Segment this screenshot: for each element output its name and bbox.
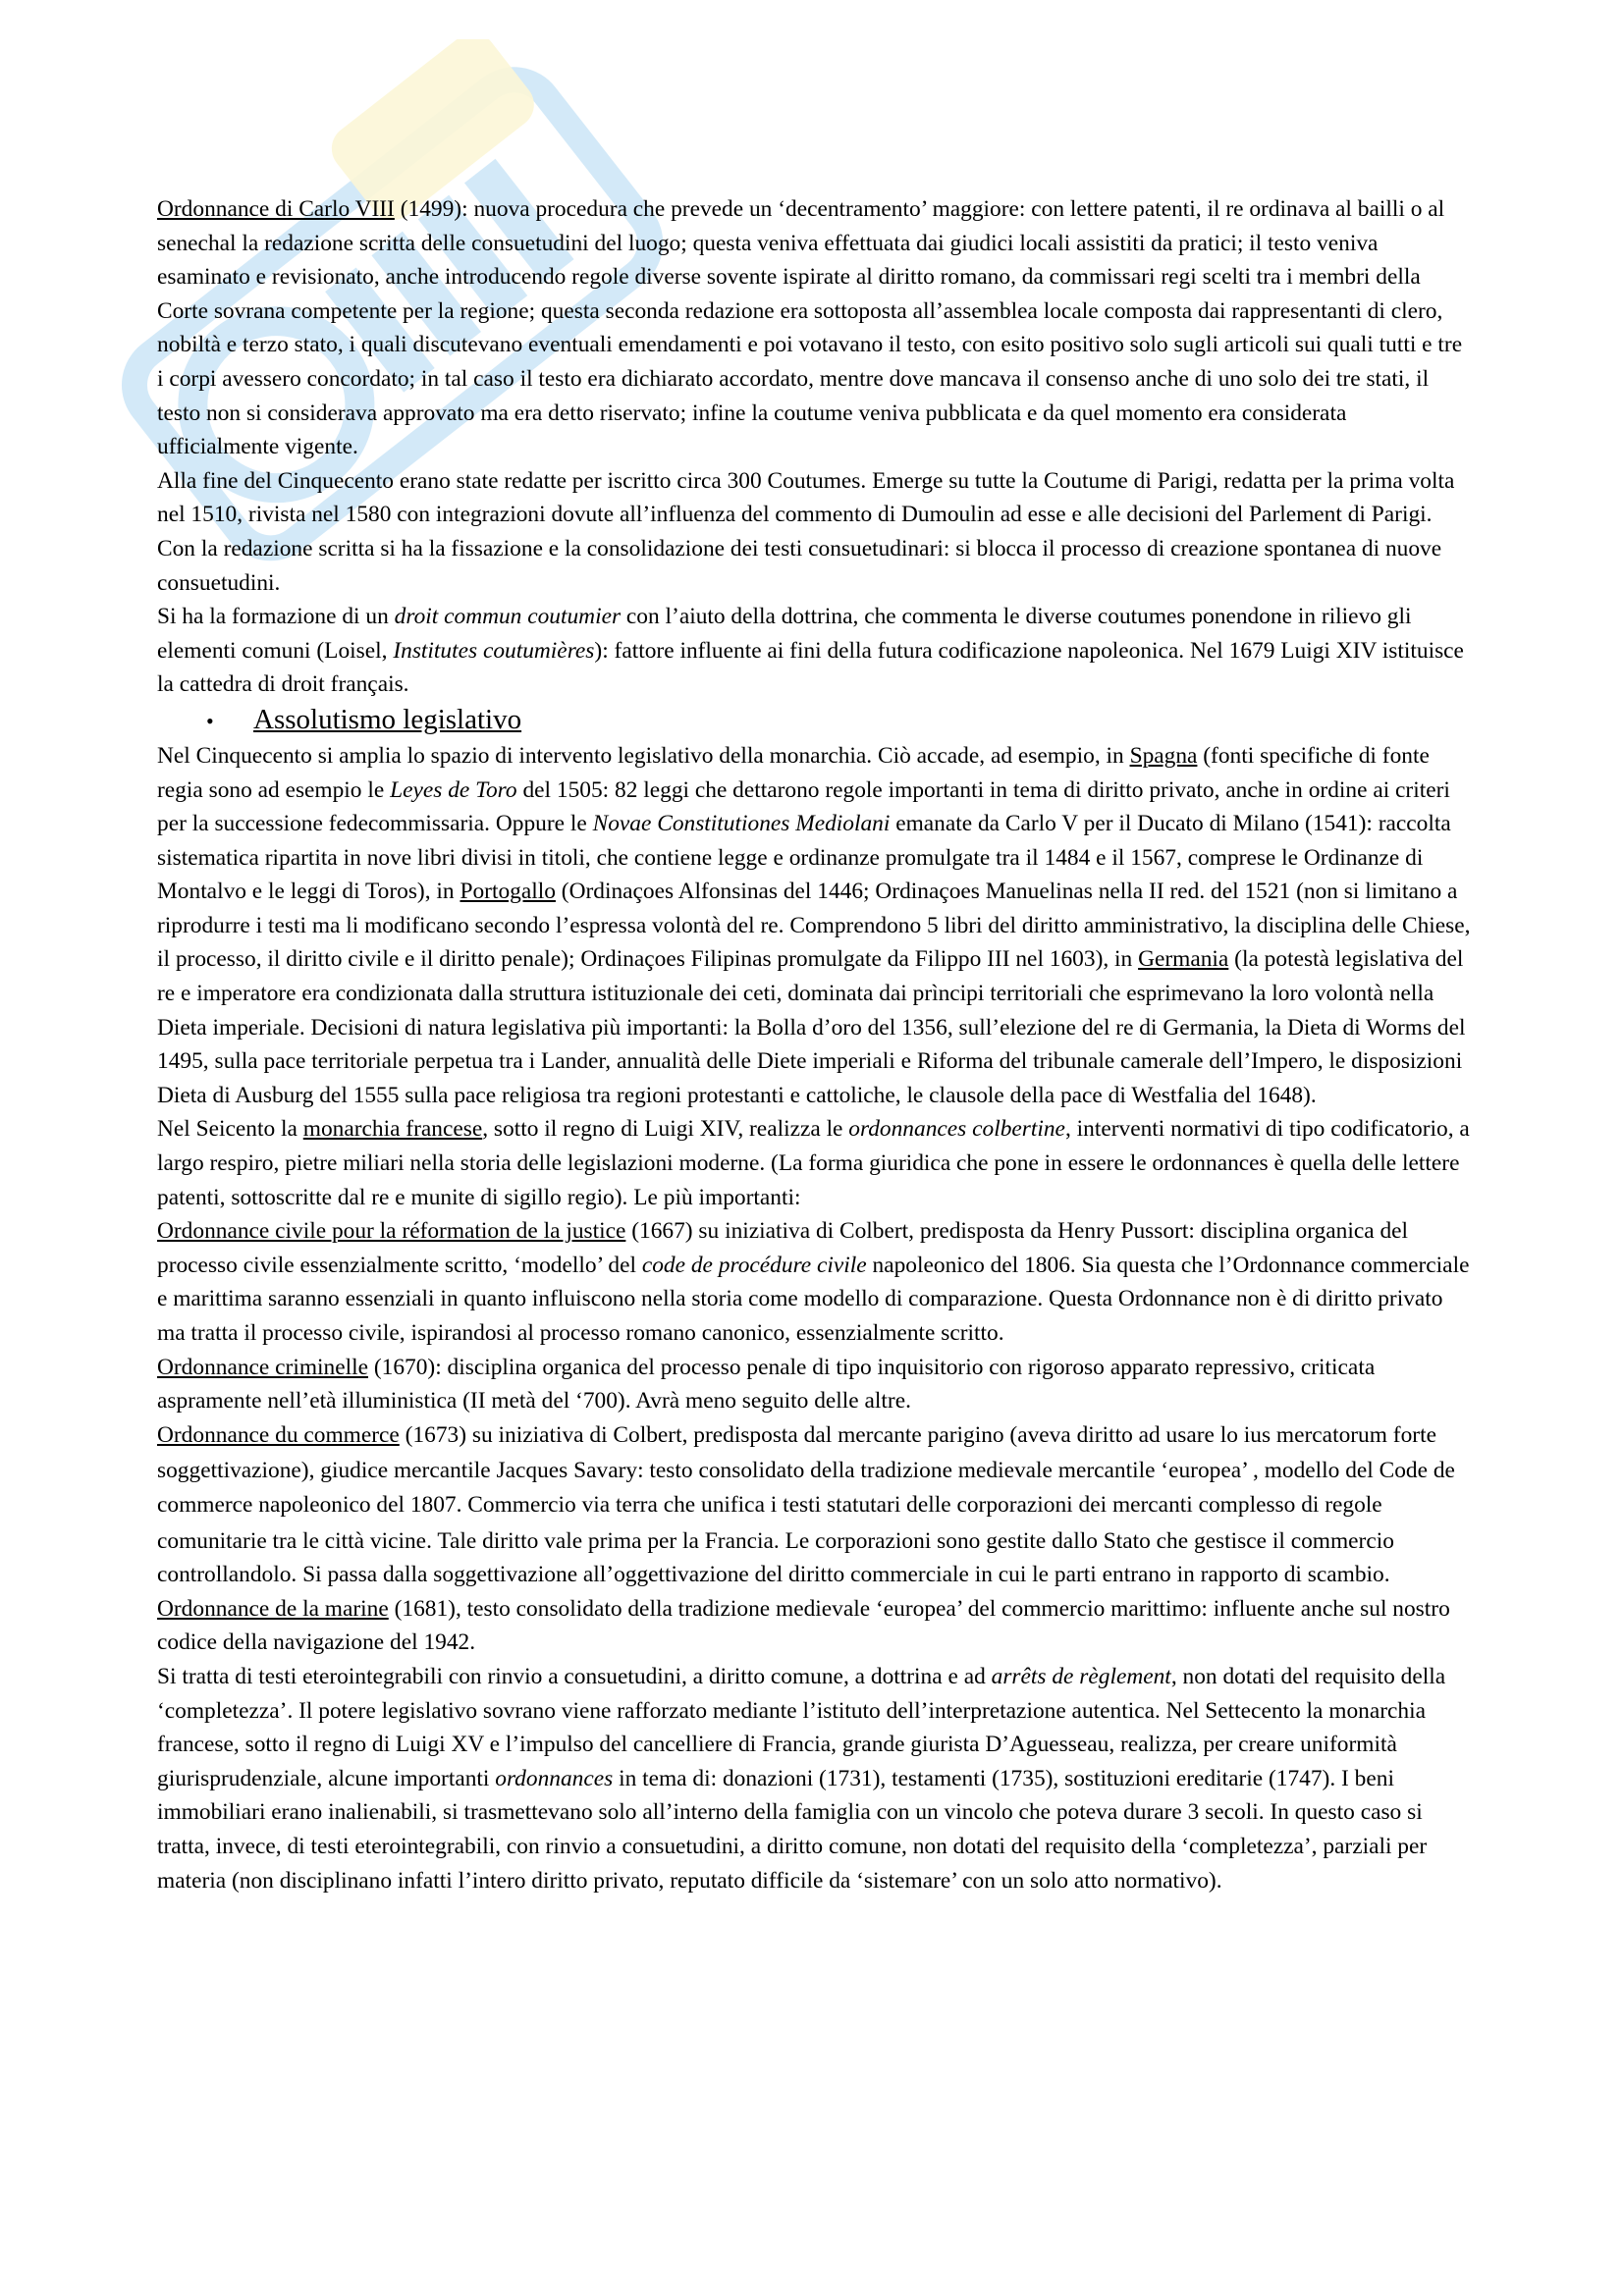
italic-term: code de procédure civile: [641, 1252, 867, 1278]
link-ordonnance-commerce[interactable]: Ordonnance du commerce: [157, 1421, 400, 1448]
link-monarchia-francese[interactable]: monarchia francese: [302, 1116, 483, 1143]
text-run: in tema di: donazioni (1731), testamenti (1735), sostituzioni ereditarie (1747). I beni immobiliari erano inalienabili, si trasmettevano solo all’interno della famiglia con un vincolo che poteva durare 3 secoli. In questo caso si tratta, invece, di testi eterointegrabili, con rinvio a consuetudini, a diritto comune, non dotati del requisito della ‘completezza’, parziali per materia (non disciplinano infatti l’intero diritto privato, reputato difficile da ‘sistemare’ con un solo atto normativo).: [157, 1765, 1428, 1894]
paragraph-carlo-viii: [157, 192, 1473, 464]
link-ordonnance-marine[interactable]: Ordonnance de la marine: [157, 1595, 389, 1622]
link-spagna[interactable]: Spagna: [1129, 742, 1198, 769]
document-page: [157, 192, 1473, 1897]
link-ordonnance-carlo-viii[interactable]: Ordonnance di Carlo VIII: [157, 196, 395, 222]
heading-assolutismo-legislativo: Assolutismo legislativo: [253, 703, 522, 735]
text-run: Si tratta di testi eterointegrabili con rinvio a consuetudini, a diritto comune, a dottrina e ad: [157, 1663, 992, 1689]
paragraph-coutumes: [157, 464, 1473, 600]
text-run: con l’aiuto della dottrina, che commenta le diverse coutumes ponendone in rilievo gli elementi comuni (Loisel,: [157, 604, 1412, 664]
paragraph-eterointegrabili: [157, 1660, 1473, 1897]
link-ordonnance-civile[interactable]: Ordonnance civile pour la réformation de la justice: [157, 1218, 626, 1245]
text-run: Si ha la formazione di un: [157, 604, 395, 630]
text-run: Nel Seicento la: [157, 1116, 303, 1143]
paragraph-ordonnance-marine: [157, 1592, 1473, 1660]
text-run: , non dotati del requisito della ‘completezza’. Il potere legislativo sovrano viene rafforzato mediante l’istituto dell’interpretazione autentica. Nel Settecento la monarchia francese, sotto il regno di Luigi XV e l’impulso del cancelliere di Francia, grande giurista D’Aguesseau, realizza, per creare uniformità giurisprudenziale, alcune importanti: [157, 1663, 1446, 1791]
text-run: complesso di regole comunitarie tra le città vicine. Tale diritto vale prima per la Francia. Le corporazioni sono gestite dallo Stato che gestisce il commercio controllandolo. Si passa dalla soggettivazione all’oggettivazione del diritto commerciale in cui le parti entrano in rapporto di scambio.: [157, 1491, 1394, 1588]
italic-term: Leyes de Toro: [390, 776, 517, 803]
text-run: napoleonico del 1806. Sia questa che l’Ordonnance commerciale e marittima saranno essenziali in quanto influiscono nella storia come modello di comparazione. Questa Ordonnance non è di diritto privato ma tratta il processo civile, ispirandosi al processo romano canonico, essenzialmente scritto.: [157, 1252, 1470, 1346]
paragraph-ordonnance-criminelle: [157, 1351, 1473, 1418]
text-run: (fonti specifiche di fonte regia sono ad esempio le: [157, 742, 1430, 803]
italic-term: ordonnances: [495, 1765, 614, 1791]
text-run: (1670): disciplina organica del processo penale di tipo inquisitorio con rigoroso apparato repressivo, criticata aspramente nell’età illuministica (II metà del ‘700). Avrà meno seguito delle altre.: [157, 1354, 1376, 1415]
link-portogallo[interactable]: Portogallo: [460, 879, 556, 905]
italic-term: Novae Constitutiones Mediolani: [592, 811, 891, 837]
paragraph-ordonnance-commerce: [157, 1418, 1473, 1592]
text-run: , interventi normativi di tipo codificatorio, a largo respiro, pietre miliari nella storia delle legislazioni moderne. (La forma giuridica che pone in essere le ordonnances è quella delle lettere patenti, sottoscritte dal re e munite di sigillo regio). Le più importanti:: [157, 1116, 1470, 1210]
bullet-icon: •: [206, 708, 214, 733]
paragraph-text: Alla fine del Cinquecento erano state redatte per iscritto circa 300 Coutumes. Emerge su tutte la Coutume di Parigi, redatta per la prima volta nel 1510, rivista nel 1580 con integrazioni dovute all’influenza del commento di Dumoulin ad esse e alle decisioni del Parlement di Parigi. Con la redazione scritta si ha la fissazione e la consolidazione dei testi consuetudinari: si blocca il processo di creazione spontanea di nuove consuetudini.: [157, 467, 1455, 596]
text-run: emanate da Carlo V per il Ducato di Milano (1541): raccolta sistematica ripartita in nove libri divisi in titoli, che contiene legge e ordinanze promulgate tra il 1484 e il 1567, comprese le Ordinanze di Montalvo e le leggi di Toros), in: [157, 811, 1451, 905]
italic-term: ordonnances colbertine: [848, 1116, 1065, 1143]
text-run: (Ordinaçoes Alfonsinas del 1446; Ordinaçoes Manuelinas nella II red. del 1521 (non si limitano a riprodurre i testi ma li modificano secondo l’espressa volontà del re. Comprendono 5 libri del diritto amministrativo, la disciplina delle Chiese, il processo, il diritto civile e il diritto penale); Ordinaçoes Filipinas promulgate da Filippo III nel 1603), in: [157, 879, 1471, 973]
text-run: forte soggettivazione), giudice mercantile Jacques Savary: testo consolidato della tradizione medievale mercantile ‘europea’ , modello del Code de commerce napoleonico del 1807. Commercio via terra che unifica i testi statutari delle corporazioni dei mercanti: [157, 1421, 1455, 1518]
paragraph-droit-commun: [157, 600, 1473, 702]
paragraph-ordonnance-civile: [157, 1214, 1473, 1350]
link-ordonnance-criminelle[interactable]: Ordonnance criminelle: [157, 1354, 368, 1380]
text-run: ): fattore influente ai fini della futura codificazione napoleonica. Nel 1679 Luigi XIV istituisce la cattedra di droit français.: [157, 637, 1464, 698]
paragraph-cinquecento: [157, 739, 1473, 1113]
link-germania[interactable]: Germania: [1138, 946, 1229, 973]
italic-term: droit commun coutumier: [394, 604, 622, 630]
text-run: (1667) su iniziativa di Colbert, predisposta da Henry Pussort: disciplina organica del processo civile essenzialmente scritto, ‘modello’ del: [157, 1218, 1409, 1278]
section-heading: [157, 702, 1473, 739]
italic-term: arrêts de règlement: [991, 1663, 1171, 1689]
text-run: (1673) su iniziativa di Colbert, predisposta dal mercante parigino (aveva diritto ad usare lo ius mercatorum: [399, 1421, 1393, 1448]
year-1499: (1499): [400, 196, 462, 222]
text-run: Nel Cinquecento si amplia lo spazio di intervento legislativo della monarchia. Ciò accade, ad esempio, in: [157, 742, 1130, 769]
text-run: (la potestà legislativa del re e imperatore era condizionata dalla struttura istituzionale dei ceti, dominata dai prìncipi territoriali che esprimevano la loro volontà nella Dieta imperiale. Decisioni di natura legislativa più importanti: la Bolla d’oro del 1356, sull’elezione del re di Germania, la Dieta di Worms del 1495, sulla pace territoriale perpetua tra i Lander, annualità delle Diete imperiali e Riforma del tribunale camerale dell’Impero, le disposizioni Dieta di Ausburg del 1555 sulla pace religiosa tra regioni protestanti e cattoliche, le clausole della pace di Westfalia del 1648).: [157, 946, 1466, 1108]
text-run: , sotto il regno di Luigi XIV, realizza le: [482, 1116, 849, 1143]
paragraph-seicento: [157, 1112, 1473, 1214]
italic-term: Institutes coutumières: [393, 637, 595, 664]
text-run: (1681), testo consolidato della tradizione medievale ‘europea’ del commercio marittimo: influente anche sul nostro codice della navigazione del 1942.: [157, 1595, 1450, 1656]
text-run: del 1505: 82 leggi che dettarono regole importanti in tema di diritto privato, anche in ordine ai criteri per la successione fedecommissaria. Oppure le: [157, 776, 1450, 837]
paragraph-text: : nuova procedura che prevede un ‘decentramento’ maggiore: con lettere patenti, il re ordinava al bailli o al senechal la redazione scritta delle consuetudini del luogo; questa veniva effettuata dai giudici locali assistiti da pratici; il testo veniva esaminato e revisionato, anche introducendo regole diverse sovente ispirate al diritto romano, da commissari regi scelti tra i membri della Corte sovrana competente per la regione; questa seconda redazione era sottoposta all’assemblea locale composta dai rappresentanti di clero, nobiltà e terzo stato, i quali discutevano eventuali emendamenti e poi votavano il testo, con esito positivo solo sugli articoli sui quali tutti e tre i corpi avessero concordato; in tal caso il testo era dichiarato accordato, mentre dove mancava il consenso anche di uno solo dei tre stati, il testo non si considerava approvato ma era detto riservato; infine la coutume veniva pubblicata e da quel momento era considerata ufficialmente vigente.: [157, 196, 1463, 460]
